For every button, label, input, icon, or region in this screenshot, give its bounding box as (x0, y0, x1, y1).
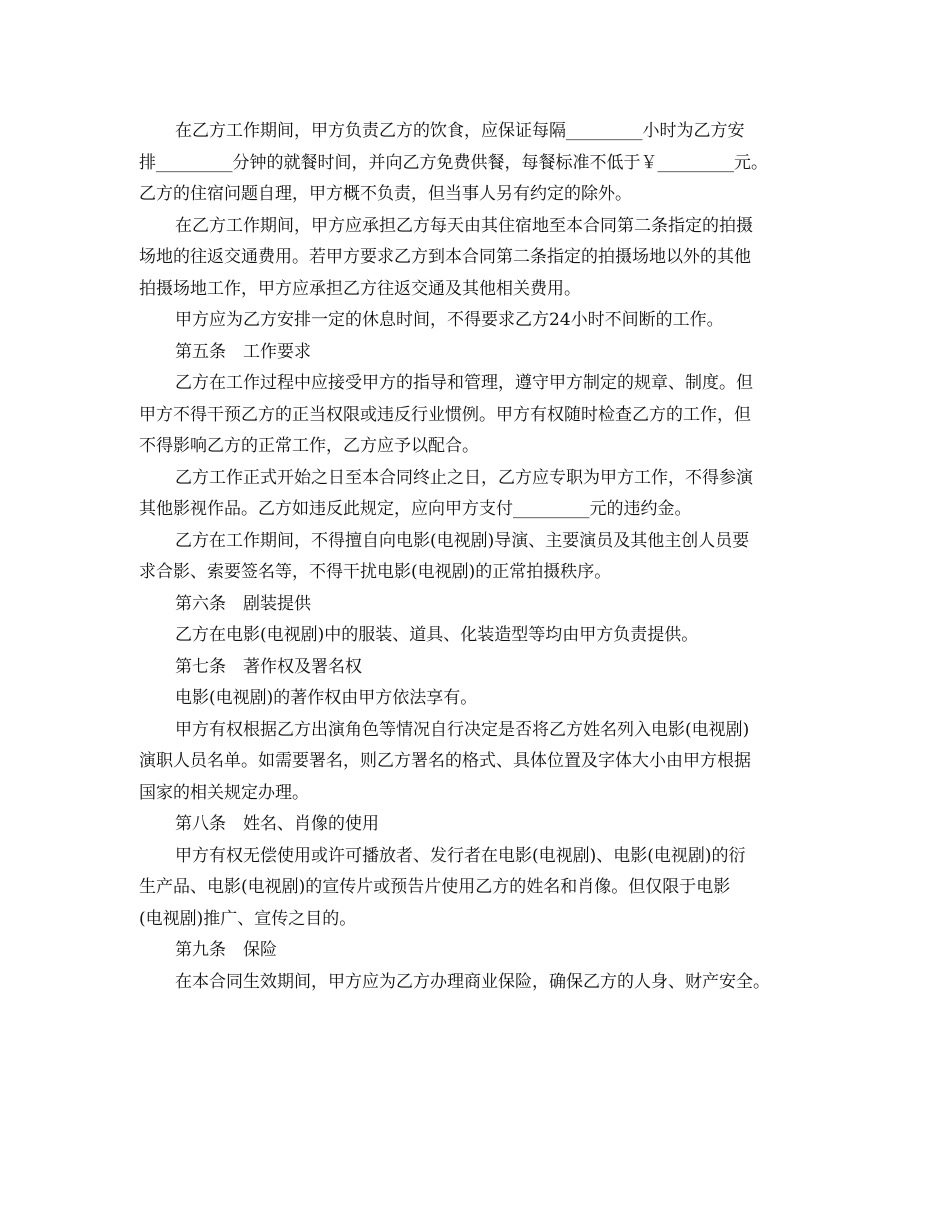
text-line: 乙方在工作期间，不得擅自向电影(电视剧)导演、主要演员及其他主创人员要 (175, 530, 750, 551)
text-line: 甲方有权无偿使用或许可播放者、发行者在电影(电视剧)、电影(电视剧)的衍 (175, 845, 746, 866)
text-line: 乙方在工作过程中应接受甲方的指导和管理，遵守甲方制定的规章、制度。但 (175, 373, 753, 393)
text-line: 拍摄场地工作，甲方应承担乙方往返交通及其他相关费用。 (139, 278, 581, 299)
text-line: 电影(电视剧)的著作权由甲方依法享有。 (175, 688, 478, 708)
text-line: 甲方有权根据乙方出演角色等情况自行决定是否将乙方姓名列入电影(电视剧) (175, 719, 750, 740)
section-heading: 第六条 剧装提供 (175, 593, 311, 614)
text-line: 在本合同生效期间，甲方应为乙方办理商业保险，确保乙方的人身、财产安全。 (175, 971, 770, 992)
section-heading: 第七条 著作权及署名权 (175, 656, 362, 677)
text-line: 甲方应为乙方安排一定的休息时间，不得要求乙方24小时不间断的工作。 (175, 310, 724, 330)
text-line: 乙方在电影(电视剧)中的服装、道具、化装造型等均由甲方负责提供。 (175, 625, 699, 645)
section-heading: 第五条 工作要求 (175, 341, 311, 362)
text-line: 乙方工作正式开始之日至本合同终止之日，乙方应专职为甲方工作，不得参演 (175, 467, 753, 488)
text-line: 场地的往返交通费用。若甲方要求乙方到本合同第二条指定的拍摄场地以外的其他 (139, 247, 751, 267)
text-line: 国家的相关规定办理。 (139, 782, 309, 803)
section-heading: 第九条 保险 (175, 940, 277, 960)
text-line: 在乙方工作期间，甲方应承担乙方每天由其住宿地至本合同第二条指定的拍摄 (175, 215, 753, 236)
section-heading: 第八条 姓名、肖像的使用 (175, 814, 379, 834)
text-line: 在乙方工作期间，甲方负责乙方的饮食，应保证每隔_________小时为乙方安 (175, 121, 745, 141)
text-line: 生产品、电影(电视剧)的宣传片或预告片使用乙方的姓名和肖像。但仅限于电影 (139, 877, 731, 897)
document-body (139, 116, 824, 998)
text-line: (电视剧)推广、宣传之目的。 (139, 908, 357, 929)
text-line: 演职人员名单。如需要署名，则乙方署名的格式、具体位置及字体大小由甲方根据 (139, 751, 751, 771)
text-line: 求合影、索要签名等，不得干扰电影(电视剧)的正常拍摄秩序。 (139, 562, 612, 582)
text-line: 其他影视作品。乙方如违反此规定，应向甲方支付_________元的违约金。 (139, 499, 692, 519)
text-line: 不得影响乙方的正常工作，乙方应予以配合。 (139, 436, 479, 456)
text-line: 甲方不得干预乙方的正当权限或违反行业惯例。甲方有权随时检查乙方的工作，但 (139, 404, 751, 425)
text-line: 乙方的住宿问题自理，甲方概不负责，但当事人另有约定的除外。 (139, 184, 632, 204)
text-line: 排_________分钟的就餐时间，并向乙方免费供餐，每餐标准不低于￥_________元。 (139, 152, 768, 173)
